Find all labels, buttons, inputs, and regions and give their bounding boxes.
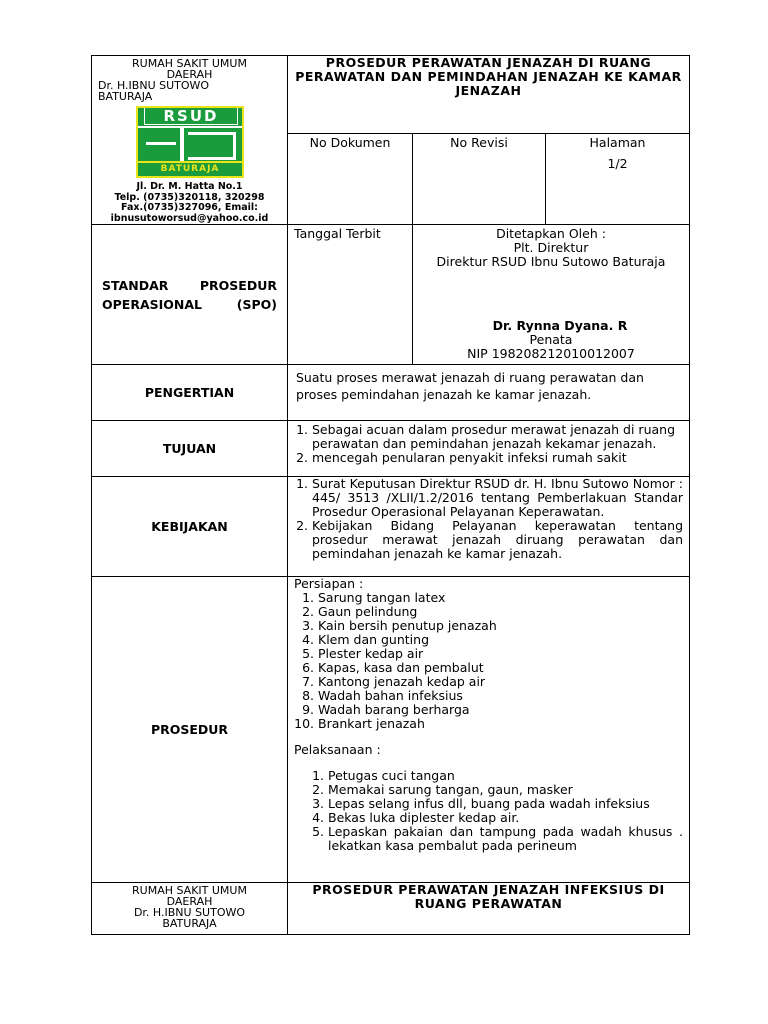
list-item: 5. Lepaskan pakaian dan tampung pada wadah khusus . lekatkan kasa pembalut pada perineum [328, 825, 683, 853]
list-item: 1. Petugas cuci tangan [328, 769, 683, 783]
pengertian-label: PENGERTIAN [92, 365, 288, 421]
list-item: 2. Kebijakan Bidang Pelayanan keperawatan tentang prosedur merawat jenazah diruang perawatan dan pemindahan jenazah ke kamar jenazah. [312, 519, 683, 561]
hospital-address: Jl. Dr. M. Hatta No.1 Telp. (0735)320118, 320298 Fax.(0735)327096, Email: ibnusutoworsud@yahoo.co.id [110, 181, 269, 224]
tujuan-cell [288, 421, 690, 477]
signer-name: Dr. Rynna Dyana. R [492, 318, 628, 333]
list-item: 6. Kapas, kasa dan pembalut [318, 661, 683, 675]
kebijakan-cell [288, 477, 690, 577]
kebijakan-list [288, 477, 683, 561]
footer-title: PROSEDUR PERAWATAN JENAZAH INFEKSIUS DI RUANG PERAWATAN [288, 883, 690, 935]
no-dokumen-label: No Dokumen [309, 134, 391, 150]
document-title: PROSEDUR PERAWATAN JENAZAH DI RUANG PERAWATAN DAN PEMINDAHAN JENAZAH KE KAMAR JENAZAH [288, 56, 690, 134]
list-item: 1. Sarung tangan latex [318, 591, 683, 605]
ditetapkan-label: Ditetapkan Oleh : [496, 226, 606, 241]
footer-hospital-name: RUMAH SAKIT UMUM DAERAH Dr. H.IBNU SUTOWO BATURAJA [132, 884, 247, 930]
tanggal-terbit-label: Tanggal Terbit [294, 226, 381, 241]
signer-rank: Penata [529, 332, 573, 347]
hospital-identity-cell [92, 56, 288, 225]
list-item: 4. Bekas luka diplester kedap air. [328, 811, 683, 825]
prosedur-label: PROSEDUR [92, 577, 288, 883]
list-item: 3. Lepas selang infus dll, buang pada wadah infeksius [328, 797, 683, 811]
list-item: 8. Wadah bahan infeksius [318, 689, 683, 703]
list-item: 7. Kantong jenazah kedap air [318, 675, 683, 689]
list-item: 1. Surat Keputusan Direktur RSUD dr. H. Ibnu Sutowo Nomor : 445/ 3513 /XLII/1.2/2016 tentang Pemberlakuan Standar Prosedur Operasional Pelayanan Keperawatan. [312, 477, 683, 519]
pengertian-cell [288, 365, 690, 421]
signer-nip: NIP 198208212010012007 [467, 346, 635, 361]
halaman-cell [546, 133, 690, 224]
spo-table [91, 55, 690, 935]
direktur-title: Direktur RSUD Ibnu Sutowo Baturaja [436, 254, 666, 269]
ditetapkan-cell [413, 225, 690, 365]
prosedur-cell [288, 577, 690, 883]
list-item: 4. Klem dan gunting [318, 633, 683, 647]
no-revisi-cell [413, 133, 546, 224]
halaman-value: 1/2 [607, 155, 628, 171]
plt-direktur: Plt. Direktur [513, 240, 589, 255]
tujuan-list [292, 423, 683, 465]
list-item: 1. Sebagai acuan dalam prosedur merawat jenazah di ruang perawatan dan pemindahan jenazah kekamar jenazah. [312, 423, 683, 451]
halaman-label: Halaman [589, 134, 646, 150]
tujuan-label: TUJUAN [92, 421, 288, 477]
list-item: 3. Kain bersih penutup jenazah [318, 619, 683, 633]
persiapan-label: Persiapan : [294, 576, 364, 591]
no-revisi-label: No Revisi [450, 134, 508, 150]
list-item: 10. Brankart jenazah [318, 717, 683, 731]
no-dokumen-cell [288, 133, 413, 224]
kebijakan-label: KEBIJAKAN [92, 477, 288, 577]
pelaksanaan-list [294, 769, 683, 853]
pelaksanaan-label: Pelaksanaan : [294, 742, 381, 757]
persiapan-list [294, 591, 683, 731]
hospital-name: RUMAH SAKIT UMUM DAERAH Dr. H.IBNU SUTOWO BATURAJA [98, 57, 247, 103]
tanggal-terbit-cell [288, 225, 413, 365]
spo-document [91, 55, 689, 935]
list-item: 2. mencegah penularan penyakit infeksi rumah sakit [312, 451, 683, 465]
footer-hospital-cell [92, 883, 288, 935]
pengertian-text: Suatu proses merawat jenazah di ruang perawatan dan proses pemindahan jenazah ke kamar jenazah. [296, 370, 644, 402]
list-item: 2. Memakai sarung tangan, gaun, masker [328, 783, 683, 797]
list-item: 5. Plester kedap air [318, 647, 683, 661]
rsud-logo: RSUD BATURAJA [136, 106, 244, 178]
list-item: 9. Wadah barang berharga [318, 703, 683, 717]
spo-label: STANDAR PROSEDUR OPERASIONAL (SPO) [102, 277, 277, 312]
spo-label-cell [92, 225, 288, 365]
list-item: 2. Gaun pelindung [318, 605, 683, 619]
